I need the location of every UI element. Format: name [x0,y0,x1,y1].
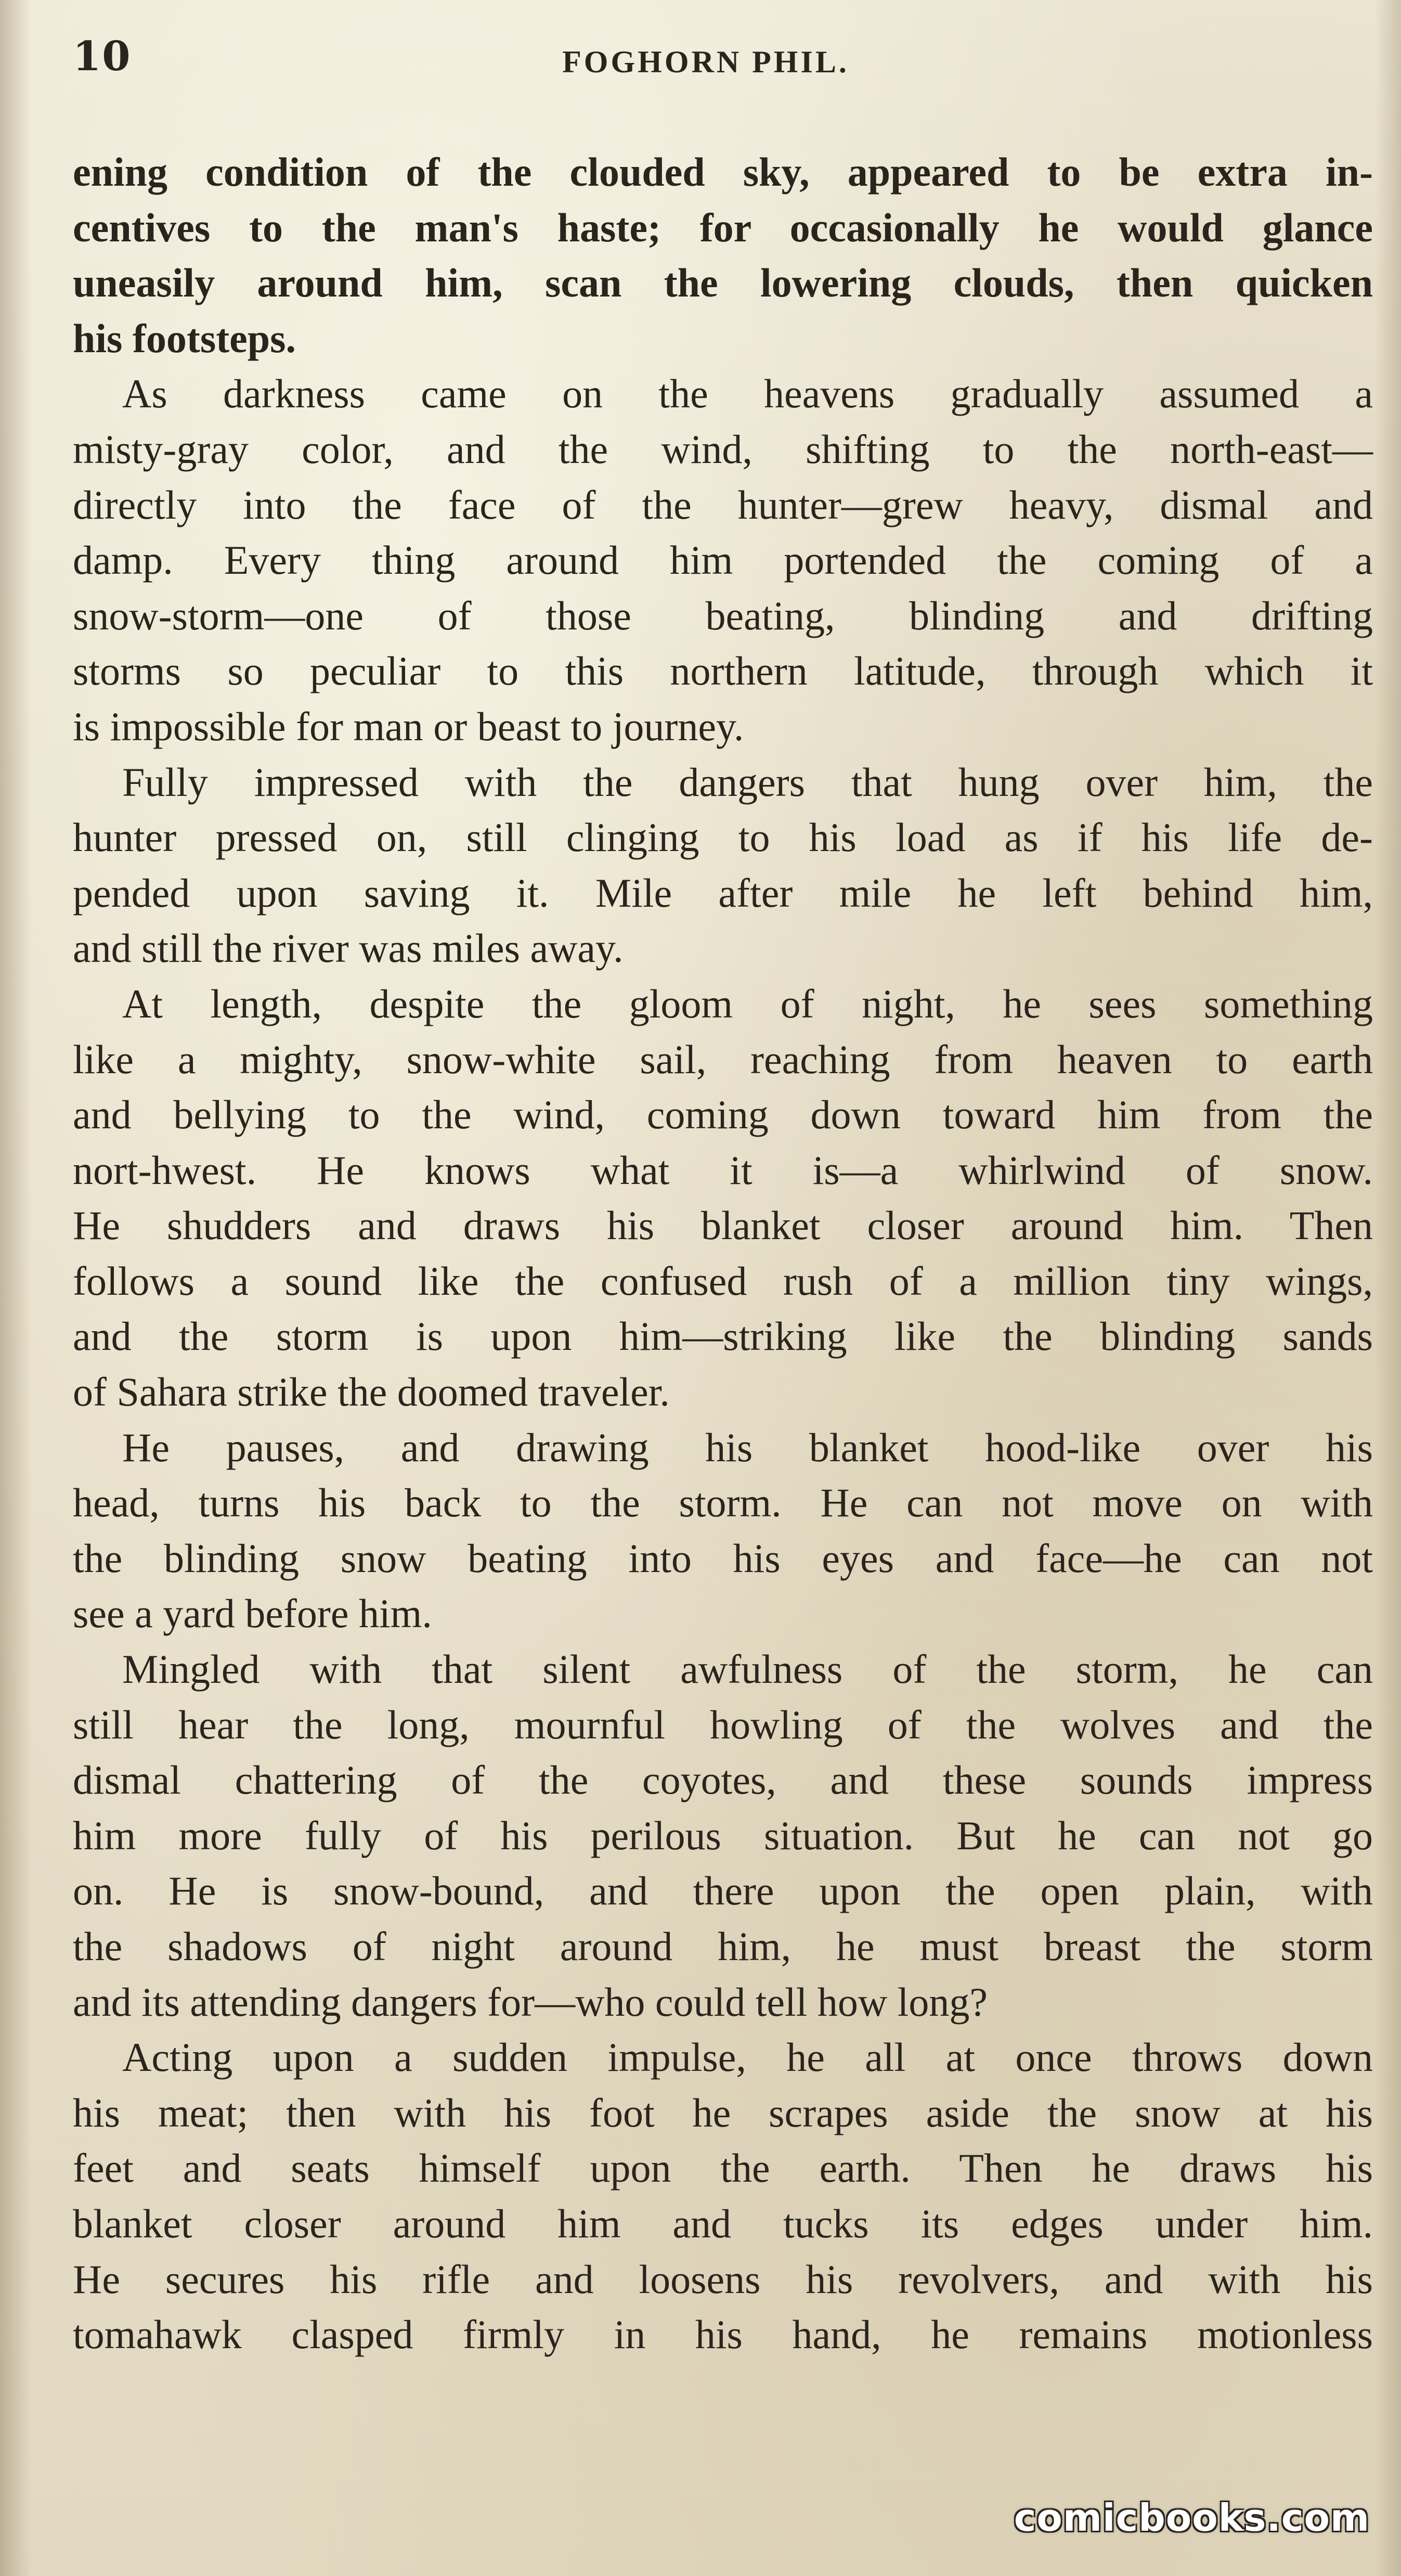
text-line: dismal chattering of the coyotes, and these sounds impress [73,1757,1373,1803]
text-line: and its attending dangers for—who could tell how long? [73,1979,988,2025]
text-line: see a yard before him. [73,1591,432,1637]
text-line: tomahawk clasped firmly in his hand, he remains motionless [73,2312,1373,2358]
body-text [73,145,1373,2363]
text-line: on. He is snow-bound, and there upon the open plain, with [73,1868,1373,1914]
text-line: hunter pressed on, still clinging to his load as if his life de- [73,815,1373,860]
text-line: Fully impressed with the dangers that hung over him, the [122,759,1373,805]
text-line: and the storm is upon him—striking like the blinding sands [73,1313,1373,1359]
text-line: follows a sound like the confused rush of a million tiny wings, [73,1258,1373,1304]
text-line: is impossible for man or beast to journey. [73,703,744,749]
text-line: At length, despite the gloom of night, he sees something [122,981,1373,1026]
text-line: and still the river was miles away. [73,925,624,971]
text-line: snow-storm—one of those beating, blinding and drifting [73,593,1373,638]
text-line: the shadows of night around him, he must breast the storm [73,1924,1373,1969]
text-line: his footsteps. [73,315,296,361]
text-line: pended upon saving it. Mile after mile he left behind him, [73,870,1373,916]
watermark: comicbooks.com [1014,2496,1370,2540]
text-line: blanket closer around him and tucks its edges under him. [73,2200,1373,2246]
text-line: and bellying to the wind, coming down toward him from the [73,1092,1373,1138]
text-line: like a mighty, snow-white sail, reaching from heaven to earth [73,1036,1373,1082]
text-line: head, turns his back to the storm. He can not move on with [73,1480,1373,1526]
text-line: misty-gray color, and the wind, shifting to the north-east— [73,426,1373,472]
text-line: him more fully of his perilous situation. But he can not go [73,1812,1373,1858]
text-line: ening condition of the clouded sky, appeared to be extra in- [73,149,1373,195]
text-line: nort-hwest. He knows what it is—a whirlwind of snow. [73,1147,1373,1193]
text-line: He shudders and draws his blanket closer around him. Then [73,1203,1373,1248]
text-line: storms so peculiar to this northern latitude, through which it [73,648,1373,694]
text-line: the blinding snow beating into his eyes and face—he can not [73,1535,1373,1581]
text-line: He pauses, and drawing his blanket hood-like over his [122,1424,1373,1470]
running-head [73,29,1339,91]
text-line: his meat; then with his foot he scrapes aside the snow at his [73,2090,1373,2135]
text-line: uneasily around him, scan the lowering clouds, then quicken [73,260,1373,306]
text-line: still hear the long, mournful howling of the wolves and the [73,1702,1373,1747]
text-line: Acting upon a sudden impulse, he all at once throws down [122,2034,1373,2080]
running-title: FOGHORN PHIL. [562,45,849,79]
text-line: directly into the face of the hunter—grew heavy, dismal and [73,482,1373,527]
text-line: of Sahara strike the doomed traveler. [73,1369,670,1415]
page-number: 10 [73,33,132,80]
text-line: damp. Every thing around him portended the coming of a [73,537,1373,583]
text-line: feet and seats himself upon the earth. Then he draws his [73,2145,1373,2191]
text-line: centives to the man's haste; for occasionally he would glance [73,204,1373,250]
text-line: As darkness came on the heavens gradually assumed a [122,371,1373,417]
text-line: Mingled with that silent awfulness of the storm, he can [122,1646,1373,1692]
text-line: He secures his rifle and loosens his revolvers, and with his [73,2256,1373,2302]
